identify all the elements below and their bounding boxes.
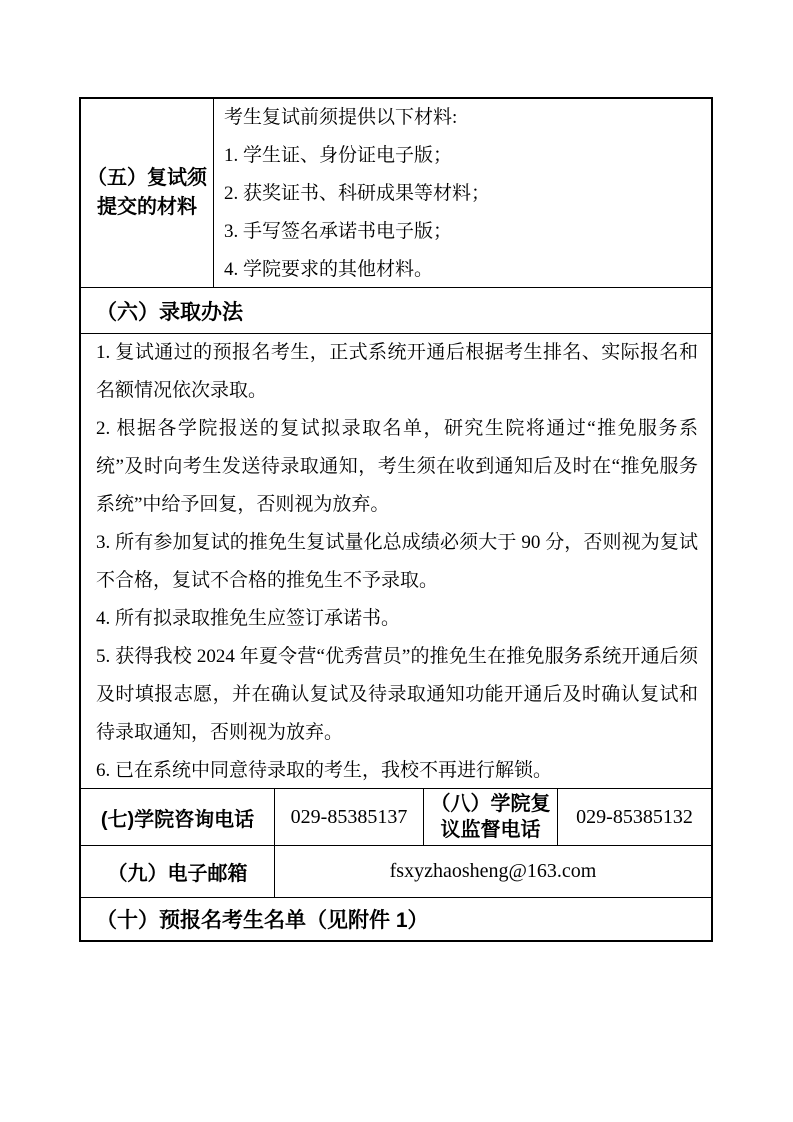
row-admission-header [81,287,711,333]
materials-item: 2. 获奖证书、科研成果等材料； [224,183,491,204]
row-applicants [81,897,711,940]
email-label: （九）电子邮箱 [107,863,248,885]
materials-item: 4. 学院要求的其他材料。 [224,259,434,280]
row-phones [81,788,711,845]
consult-phone-number: 029-85385137 [274,789,423,845]
consult-phone-label: (七)学院咨询电话 [100,808,255,831]
applicants-list-label: （十）预报名考生名单（见附件 1） [96,909,429,932]
review-phone-label: （八）学院复议监督电话 [423,789,557,845]
admission-rule: 3. 所有参加复试的推免生复试量化总成绩必须大于 90 分，否则视为复试不合格，复试不合格的推免生不予录取。 [96,532,698,591]
admission-section-title: （六）录取办法 [96,300,243,324]
review-phone-number: 029-85385132 [557,789,711,845]
materials-list [213,99,711,287]
admission-rule: 2. 根据各学院报送的复试拟录取名单，研究生院将通过“推免服务系统”及时向考生发送待录取通知，考生须在收到通知后及时在“推免服务系统”中给予回复，否则视为放弃。 [96,418,698,515]
admission-rule: 1. 复试通过的预报名考生，正式系统开通后根据考生排名、实际报名和名额情况依次录取。 [96,342,698,401]
admission-rule: 6. 已在系统中同意待录取的考生，我校不再进行解锁。 [96,760,553,781]
materials-item: 1. 学生证、身份证电子版； [224,145,453,166]
admission-rule: 5. 获得我校 2024 年夏令营“优秀营员”的推免生在推免服务系统开通后须及时填报志愿，并在确认复试及待录取通知功能开通后及时确认复试和待录取通知，否则视为放弃。 [96,646,698,743]
admission-rule: 4. 所有拟录取推免生应签订承诺书。 [96,608,401,629]
materials-item: 3. 手写签名承诺书电子版； [224,221,453,242]
admission-rules [81,334,711,788]
admission-info-table [79,97,713,942]
email-address: fsxyzhaosheng@163.com [274,846,711,897]
row-email [81,845,711,897]
materials-intro: 考生复试前须提供以下材料: [224,107,458,128]
row-materials [81,99,711,287]
materials-row-label: （五）复试须提交的材料 [87,167,207,218]
row-admission-body [81,333,711,788]
